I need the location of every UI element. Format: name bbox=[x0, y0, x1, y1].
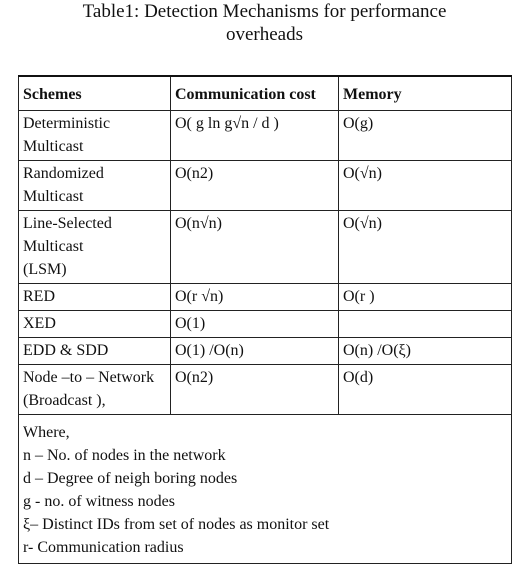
scheme-cell bbox=[19, 338, 171, 365]
memory-cell: O(r ) bbox=[339, 284, 512, 311]
scheme-line: (LSM) bbox=[23, 261, 67, 278]
table-row bbox=[19, 365, 512, 415]
cost-cell: O(n2) bbox=[171, 365, 339, 415]
caption-line-1: Table1: Detection Mechanisms for performance bbox=[82, 1, 447, 22]
scheme-line: Deterministic bbox=[23, 115, 111, 132]
note-line: Where, bbox=[23, 424, 70, 441]
table-caption bbox=[0, 0, 529, 46]
table-row bbox=[19, 211, 512, 284]
memory-cell: O(√n) bbox=[339, 211, 512, 284]
scheme-line: Multicast bbox=[23, 238, 84, 255]
memory-cell: O(d) bbox=[339, 365, 512, 415]
detection-mechanisms-table bbox=[18, 75, 512, 564]
cost-cell: O(n√n) bbox=[171, 211, 339, 284]
notes-row bbox=[19, 415, 512, 564]
scheme-cell bbox=[19, 284, 171, 311]
scheme-line: Line-Selected bbox=[23, 215, 112, 232]
header-row bbox=[19, 76, 512, 111]
note-line: n – No. of nodes in the network bbox=[23, 447, 226, 464]
note-line: r- Communication radius bbox=[23, 539, 184, 556]
memory-cell: O(g) bbox=[339, 111, 512, 161]
scheme-line: Multicast bbox=[23, 188, 84, 205]
scheme-cell bbox=[19, 211, 171, 284]
caption-line-2: overheads bbox=[225, 24, 304, 45]
table-row bbox=[19, 161, 512, 211]
notes-cell bbox=[19, 415, 512, 564]
scheme-line: Randomized bbox=[23, 165, 104, 182]
header-communication-cost: Communication cost bbox=[171, 76, 339, 111]
header-schemes: Schemes bbox=[19, 76, 171, 111]
scheme-line: Multicast bbox=[23, 138, 84, 155]
memory-cell bbox=[339, 311, 512, 338]
note-line: ξ– Distinct IDs from set of nodes as monitor set bbox=[23, 516, 330, 533]
table-row bbox=[19, 284, 512, 311]
note-line: g - no. of witness nodes bbox=[23, 493, 175, 510]
scheme-cell bbox=[19, 311, 171, 338]
cost-cell: O(1) bbox=[171, 311, 339, 338]
cost-cell: O(1) /O(n) bbox=[171, 338, 339, 365]
scheme-cell bbox=[19, 161, 171, 211]
header-memory: Memory bbox=[339, 76, 512, 111]
cost-cell: O( g ln g√n / d ) bbox=[171, 111, 339, 161]
memory-cell: O(√n) bbox=[339, 161, 512, 211]
table-row bbox=[19, 111, 512, 161]
table-row bbox=[19, 311, 512, 338]
scheme-line: Node –to – Network bbox=[23, 369, 155, 386]
note-line: d – Degree of neigh boring nodes bbox=[23, 470, 238, 487]
scheme-line: XED bbox=[23, 315, 56, 332]
cost-cell: O(r √n) bbox=[171, 284, 339, 311]
scheme-line: RED bbox=[23, 288, 55, 305]
scheme-cell bbox=[19, 365, 171, 415]
scheme-line: (Broadcast ), bbox=[23, 392, 106, 409]
table-row bbox=[19, 338, 512, 365]
memory-cell: O(n) /O(ξ) bbox=[339, 338, 512, 365]
scheme-line: EDD & SDD bbox=[23, 342, 109, 359]
scheme-cell bbox=[19, 111, 171, 161]
cost-cell: O(n2) bbox=[171, 161, 339, 211]
